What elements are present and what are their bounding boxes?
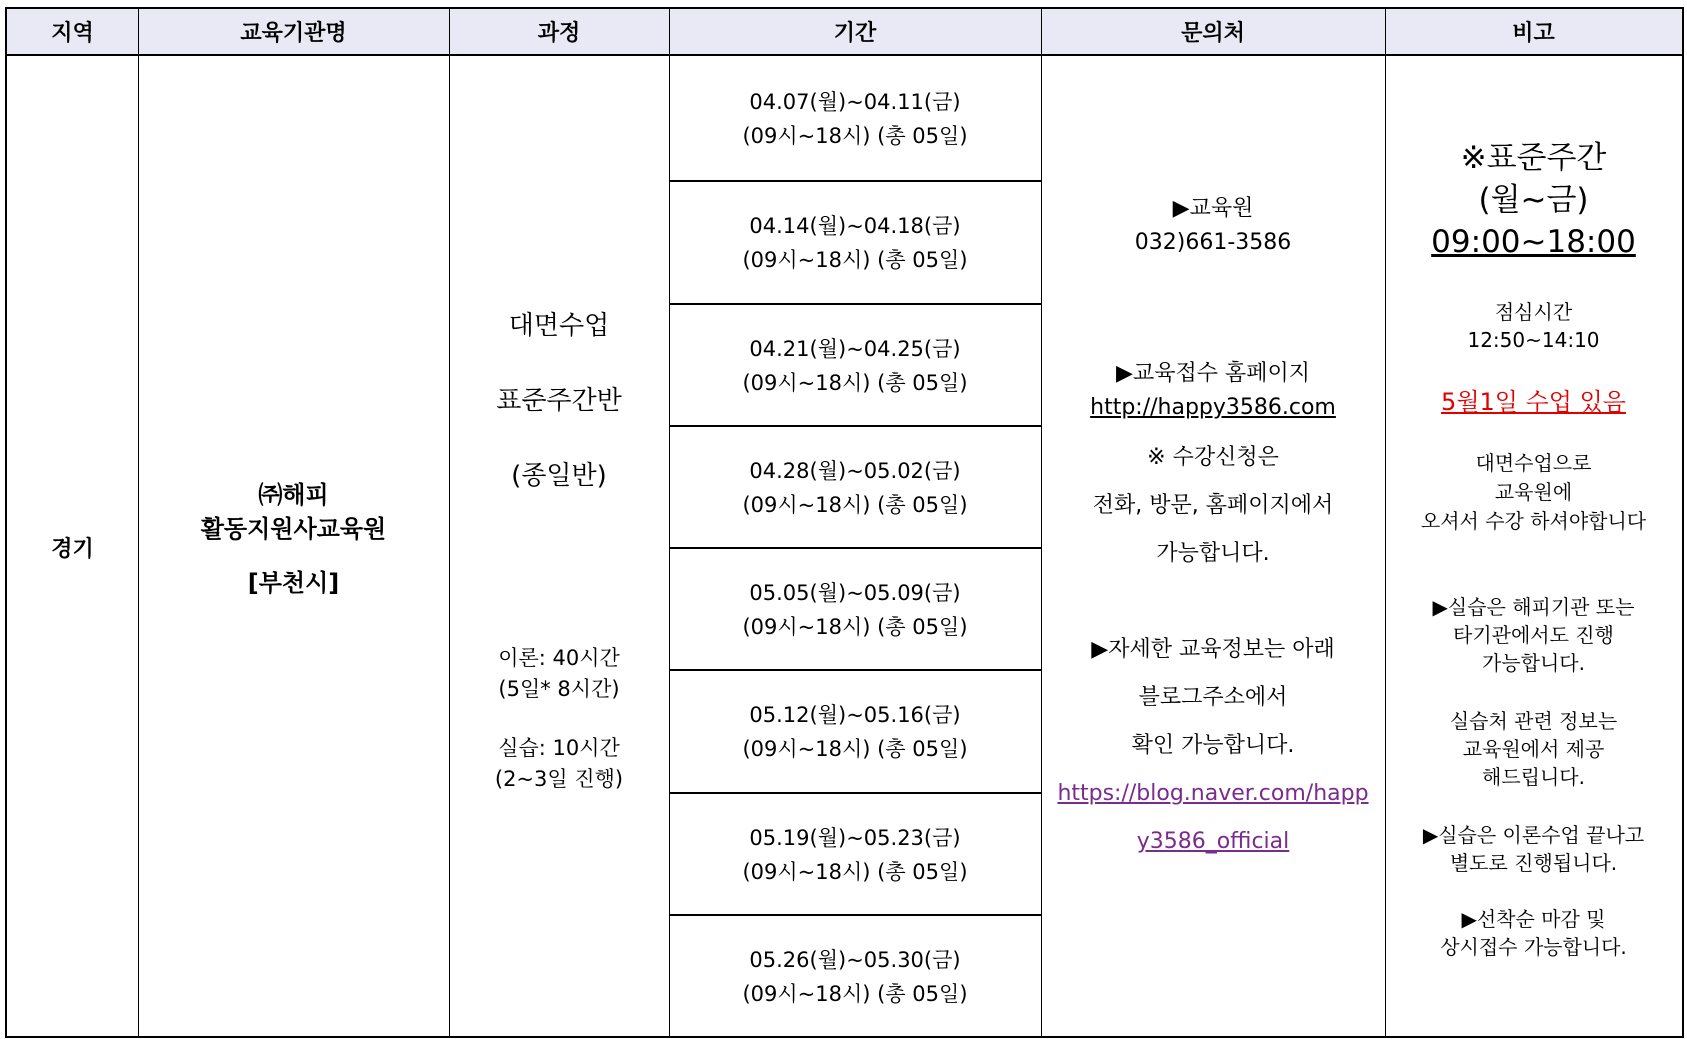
firstcome-line1: ▶선착순 마감 및: [1461, 907, 1606, 931]
header-contact: 문의처: [1041, 9, 1385, 56]
phone-number[interactable]: 032)661-3586: [1134, 230, 1292, 255]
period-row: [669, 427, 1041, 549]
column-divider: [449, 9, 450, 1036]
period-time: (09시~18시) (총 05일): [742, 493, 968, 517]
may-notice-block: [1385, 385, 1682, 419]
blog-address-label: 블로그주소에서: [1138, 685, 1288, 710]
header-region: 지역: [7, 9, 138, 56]
period-time: (09시~18시) (총 05일): [742, 124, 968, 148]
period-date: 05.05(월)~05.09(금): [749, 581, 961, 605]
practice-hours: 실습: 10시간: [498, 736, 620, 760]
practice-info-line1: 실습처 관련 정보는: [1449, 709, 1618, 733]
blog-block: [1041, 626, 1385, 866]
practice-detail: (2~3일 진행): [494, 767, 624, 791]
course-class: 표준주간반: [496, 386, 622, 416]
homepage-link[interactable]: http://happy3586.com: [1090, 395, 1336, 420]
apply-note: ※ 수강신청은: [1147, 445, 1279, 470]
institution-cell: [138, 479, 449, 599]
may-notice: 5월1일 수업 있음: [1441, 388, 1626, 416]
practice-line3: 가능합니다.: [1482, 651, 1585, 675]
period-date: 04.21(월)~04.25(금): [749, 337, 961, 361]
firstcome-line2: 상시접수 가능합니다.: [1440, 935, 1627, 959]
practice-block: [1385, 593, 1682, 961]
homepage-label: ▶교육접수 홈페이지: [1116, 361, 1310, 386]
period-row: [669, 916, 1041, 1038]
lunch-label: 점심시간: [1494, 300, 1573, 324]
apply-methods: 전화, 방문, 홈페이지에서: [1092, 493, 1334, 518]
period-time: (09시~18시) (총 05일): [742, 737, 968, 761]
period-row: [669, 671, 1041, 793]
practice-line1: ▶실습은 해피기관 또는: [1432, 595, 1635, 619]
practice-info-line3: 해드립니다.: [1482, 765, 1585, 789]
period-time: (09시~18시) (총 05일): [742, 248, 968, 272]
period-row: [669, 549, 1041, 671]
region-cell: 경기: [51, 536, 94, 562]
course-cell: [449, 289, 669, 514]
header-course: 과정: [449, 9, 669, 56]
period-time: (09시~18시) (총 05일): [742, 371, 968, 395]
practice-line2: 타기관에서도 진행: [1453, 623, 1614, 647]
blog-link-part1[interactable]: https://blog.naver.com/happ: [1057, 781, 1369, 806]
period-time: (09시~18시) (총 05일): [742, 982, 968, 1006]
blog-link-part2[interactable]: y3586_official: [1136, 829, 1290, 854]
standard-days: (월~금): [1478, 182, 1589, 218]
institution-name-2: 활동지원사교육원: [200, 515, 387, 543]
info-label: ▶자세한 교육정보는 아래: [1091, 637, 1335, 662]
course-hours: [449, 643, 669, 795]
institution-name-1: ㈜해피: [258, 481, 329, 509]
lunch-block: [1385, 298, 1682, 354]
lunch-hours: 12:50~14:10: [1467, 328, 1600, 352]
period-date: 04.14(월)~04.18(금): [749, 214, 961, 238]
apply-possible: 가능합니다.: [1156, 541, 1270, 566]
standard-hours-block: [1385, 137, 1682, 263]
check-possible: 확인 가능합니다.: [1131, 733, 1295, 758]
header-period: 기간: [669, 9, 1041, 56]
course-day-type: (종일반): [511, 461, 607, 491]
period-date: 05.12(월)~05.16(금): [749, 703, 961, 727]
separate-line1: ▶실습은 이론수업 끝나고: [1422, 823, 1645, 847]
period-date: 04.07(월)~04.11(금): [749, 90, 961, 114]
period-row: [669, 305, 1041, 427]
period-row: [669, 58, 1041, 180]
edu-label: ▶교육원: [1172, 196, 1254, 221]
period-date: 04.28(월)~05.02(금): [749, 459, 961, 483]
apply-block: [1041, 434, 1385, 578]
theory-hours: 이론: 40시간: [498, 646, 620, 670]
period-date: 05.19(월)~05.23(금): [749, 826, 961, 850]
period-row: [669, 794, 1041, 916]
standard-title: ※표준주간: [1460, 140, 1607, 176]
period-date: 05.26(월)~05.30(금): [749, 948, 961, 972]
header-institution: 교육기관명: [138, 9, 449, 56]
course-type: 대면수업: [508, 311, 610, 341]
theory-detail: (5일* 8시간): [498, 677, 620, 701]
inperson-line1: 대면수업으로: [1475, 451, 1592, 475]
schedule-table: [5, 7, 1684, 1038]
separate-line2: 별도로 진행됩니다.: [1449, 851, 1618, 875]
period-row: [669, 182, 1041, 304]
standard-hours: 09:00~18:00: [1431, 224, 1636, 260]
contact-block: [1041, 192, 1385, 260]
institution-city: [부천시]: [247, 569, 340, 597]
practice-info-line2: 교육원에서 제공: [1462, 737, 1605, 761]
inperson-line3: 오셔서 수강 하셔야합니다: [1420, 509, 1647, 533]
period-time: (09시~18시) (총 05일): [742, 615, 968, 639]
period-time: (09시~18시) (총 05일): [742, 860, 968, 884]
homepage-block: [1041, 357, 1385, 425]
inperson-line2: 교육원에: [1494, 480, 1573, 504]
header-note: 비고: [1385, 9, 1682, 56]
inperson-block: [1385, 449, 1682, 536]
